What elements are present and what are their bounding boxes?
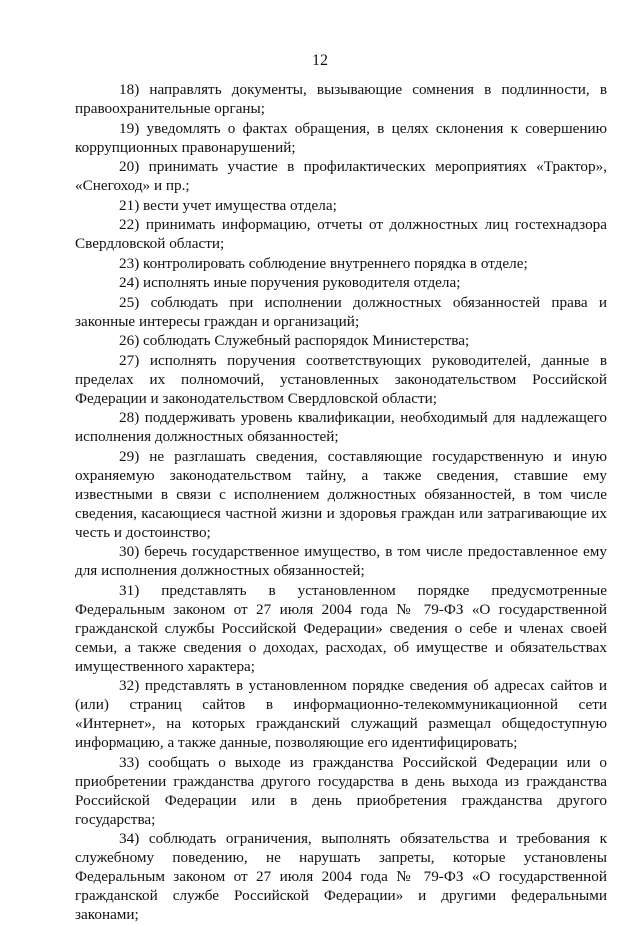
list-item: [75, 581, 607, 676]
item-text: представлять в установленном порядке предусмотренные Федеральным законом от 27 июля 2004 года № 79-ФЗ «О государственной гражданской службы Российской Федерации» сведения о себе и членах своей семьи, а также сведения о доходах, расходах, об имуществе и обязательствах имущественного характера;: [75, 581, 607, 675]
list-item: [75, 157, 607, 195]
list-item: [75, 215, 607, 253]
item-number: 31): [119, 581, 140, 599]
item-text: сообщать о выходе из гражданства Российской Федерации или о приобретении гражданства другого государства в день выхода из гражданства Российской Федерации или в день приобретения гражданства другого государства;: [75, 753, 607, 828]
item-text: соблюдать ограничения, выполнять обязательства и требования к служебному поведению, не нарушать запреты, которые установлены Федеральным законом от 27 июля 2004 года № 79-ФЗ «О государственной гражданской службе Российской Федерации» и другими федеральными законами;: [75, 830, 607, 923]
list-item: [75, 676, 607, 752]
list-item: [75, 293, 607, 331]
item-text: не разглашать сведения, составляющие государственную и иную охраняемую законодательством тайну, а также сведения, ставшие ему известными в связи с исполнением должностных обязанностей, в том числе сведения, касающиеся частной жизни и здоровья граждан или затрагивающие их честь и достоинство;: [75, 447, 608, 541]
item-text: вести учет имущества отдела;: [143, 196, 337, 214]
item-text: соблюдать Служебный распорядок Министерства;: [143, 332, 470, 349]
item-number: 18): [119, 81, 140, 98]
list-item: [75, 408, 607, 446]
item-number: 33): [119, 753, 140, 771]
list-item: [75, 829, 607, 924]
item-text: беречь государственное имущество, в том числе предоставленное ему для исполнения должностных обязанностей;: [75, 543, 608, 579]
item-text: контролировать соблюдение внутреннего порядка в отделе;: [143, 254, 528, 272]
item-number: 25): [119, 293, 140, 311]
list-item: [75, 753, 607, 829]
item-number: 24): [119, 274, 140, 291]
item-number: 19): [119, 119, 140, 137]
item-text: принимать информацию, отчеты от должностных лиц гостехнадзора Свердловской области;: [75, 216, 608, 252]
list-item: [75, 331, 607, 350]
list-item: [75, 80, 607, 118]
item-text: соблюдать при исполнении должностных обязанностей права и законные интересы граждан и организаций;: [75, 293, 607, 330]
list-item: [75, 351, 607, 408]
list-item: [75, 273, 607, 292]
item-number: 28): [119, 409, 140, 426]
list-item: [75, 447, 607, 542]
item-text: исполнять поручения соответствующих руководителей, данные в пределах их полномочий, установленных законодательством Российской Федерации и законодательством Свердловской области;: [75, 351, 607, 407]
item-text: представлять в установленном порядке сведения об адресах сайтов и (или) страниц сайтов в информационно-телекоммуникационной сети «Интернет», на которых гражданский служащий размещал общедоступную информацию, а также данные, позволяющие его идентифицировать;: [75, 677, 608, 751]
item-text: направлять документы, вызывающие сомнения в подлинности, в правоохранительные органы;: [75, 81, 608, 117]
item-text: уведомлять о фактах обращения, в целях склонения к совершению коррупционных правонарушений;: [75, 119, 607, 156]
item-number: 27): [119, 351, 140, 369]
duties-list: [75, 80, 607, 925]
list-item: [75, 119, 607, 157]
item-number: 22): [119, 216, 140, 233]
list-item: [75, 542, 607, 580]
list-item: [75, 254, 607, 273]
item-text: принимать участие в профилактических мероприятиях «Трактор», «Снегоход» и пр.;: [75, 158, 607, 194]
item-number: 20): [119, 158, 140, 175]
item-number: 26): [119, 332, 140, 349]
item-text: исполнять иные поручения руководителя отдела;: [143, 274, 461, 291]
list-item: [75, 196, 607, 215]
item-number: 23): [119, 254, 140, 272]
page-number: 12: [312, 52, 328, 69]
item-text: поддерживать уровень квалификации, необходимый для надлежащего исполнения должностных обязанностей;: [75, 409, 608, 445]
item-number: 29): [119, 447, 140, 465]
item-number: 21): [119, 196, 140, 214]
item-number: 34): [119, 830, 140, 847]
item-number: 32): [119, 677, 140, 694]
item-number: 30): [119, 543, 140, 560]
